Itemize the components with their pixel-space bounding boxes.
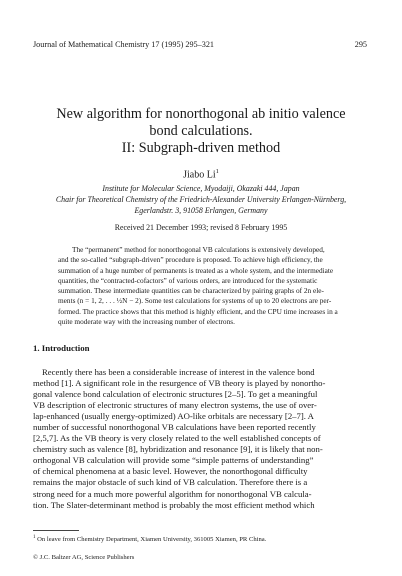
- footnote-text: On leave from Chemistry Department, Xiamen University, 361005 Xiamen, PR China.: [37, 536, 267, 544]
- abstract-line: and the so-called “subgraph-driven” procedure is proposed. To achieve high efficiency, the: [58, 255, 323, 265]
- body-line: of chemical phenomena at a basic level. However, the nonorthogonal difficulty: [33, 466, 308, 477]
- body-line: gonal valence bond calculation of electronic structures [2–5]. To get a meaningful: [33, 389, 318, 400]
- abstract-line: The “permanent” method for nonorthogonal VB calculations is extensively developed,: [72, 245, 325, 254]
- body-line: tion. The Slater-determinant method is probably the most efficient method which: [33, 499, 315, 510]
- body-line: VB description of electronic structures of many electron systems, the use of over-: [33, 400, 317, 411]
- author-footnote-mark: 1: [215, 168, 219, 175]
- abstract-line: summation of a huge number of permanents is treated as a whole system, and the intermediate: [58, 265, 334, 275]
- body-line: lap-enhanced (usually energy-optimized) AO-like orbitals are necessary [2–7]. A: [33, 411, 314, 422]
- footnote: [33, 535, 266, 543]
- title-line-3: II: Subgraph-driven method: [121, 140, 281, 156]
- received-dates: Received 21 December 1993; revised 8 February 1995: [114, 223, 288, 232]
- title-line-1: New algorithm for nonorthogonal ab initio valence: [56, 106, 346, 122]
- abstract-line: quantities, the “contracted-cofactors” of various orders, are introduced for the systematic: [58, 275, 318, 285]
- body-line: strong need for a much more powerful algorithm for nonorthogonal VB calcula-: [33, 488, 312, 499]
- author-line: [0, 168, 402, 180]
- body-line: chemistry such as valence [8], hybridization and resonance [9], it is likely that non-: [33, 444, 323, 455]
- paper-title: [30, 106, 372, 157]
- abstract-line: summation. These intermediate quantities can be characterized by pairing graphs of 2n ele-: [58, 286, 324, 296]
- abstract-line: quite moderate way with the increasing number of electrons.: [58, 317, 235, 327]
- body-line: number of successful nonorthogonal VB calculations have been reported recently: [33, 422, 316, 433]
- affiliation-line-2: Chair for Theoretical Chemistry of the Friedrich-Alexander University Erlangen-Nürnberg,: [55, 195, 347, 204]
- running-header: [33, 40, 367, 52]
- body-line: [2,5,7]. As the VB theory is very closely related to the well established concepts of: [33, 433, 321, 444]
- abstract: [58, 245, 366, 327]
- body-line: orthogonal VB calculation will provide some “simple patterns of understanding”: [33, 455, 314, 466]
- affiliation-line-1: Institute for Molecular Science, Myodaiji, Okazaki 444, Japan: [102, 184, 300, 193]
- footnote-rule: [33, 530, 79, 531]
- abstract-line: formed. The practice shows that this method is highly efficient, and the CPU time increases in a: [58, 306, 338, 316]
- title-line-2: bond calculations.: [149, 123, 253, 139]
- author-name: Jiabo Li: [183, 169, 216, 181]
- copyright-line: © J.C. Baltzer AG, Science Publishers: [33, 554, 135, 561]
- page-number: 295: [354, 40, 367, 49]
- body-text: [33, 367, 369, 511]
- abstract-line: ments (n = 1, 2, . . . ½N − 2). Some test calculations for systems of up to 20 electrons are per-: [58, 296, 332, 306]
- affiliation: [20, 183, 382, 216]
- body-line: Recently there has been a considerable increase of interest in the valence bond: [42, 367, 315, 377]
- body-line: remains the major obstacle of such kind of VB calculation. Therefore there is a: [33, 477, 308, 488]
- body-line: method [1]. A significant role in the resurgence of VB theory is played by nonortho-: [33, 378, 326, 389]
- footnote-mark: 1: [33, 535, 36, 540]
- section-heading: 1. Introduction: [33, 343, 90, 353]
- journal-citation: Journal of Mathematical Chemistry 17 (1995) 295–321: [33, 40, 215, 49]
- affiliation-line-3: Egerlandstr. 3, 91058 Erlangen, Germany: [134, 206, 268, 215]
